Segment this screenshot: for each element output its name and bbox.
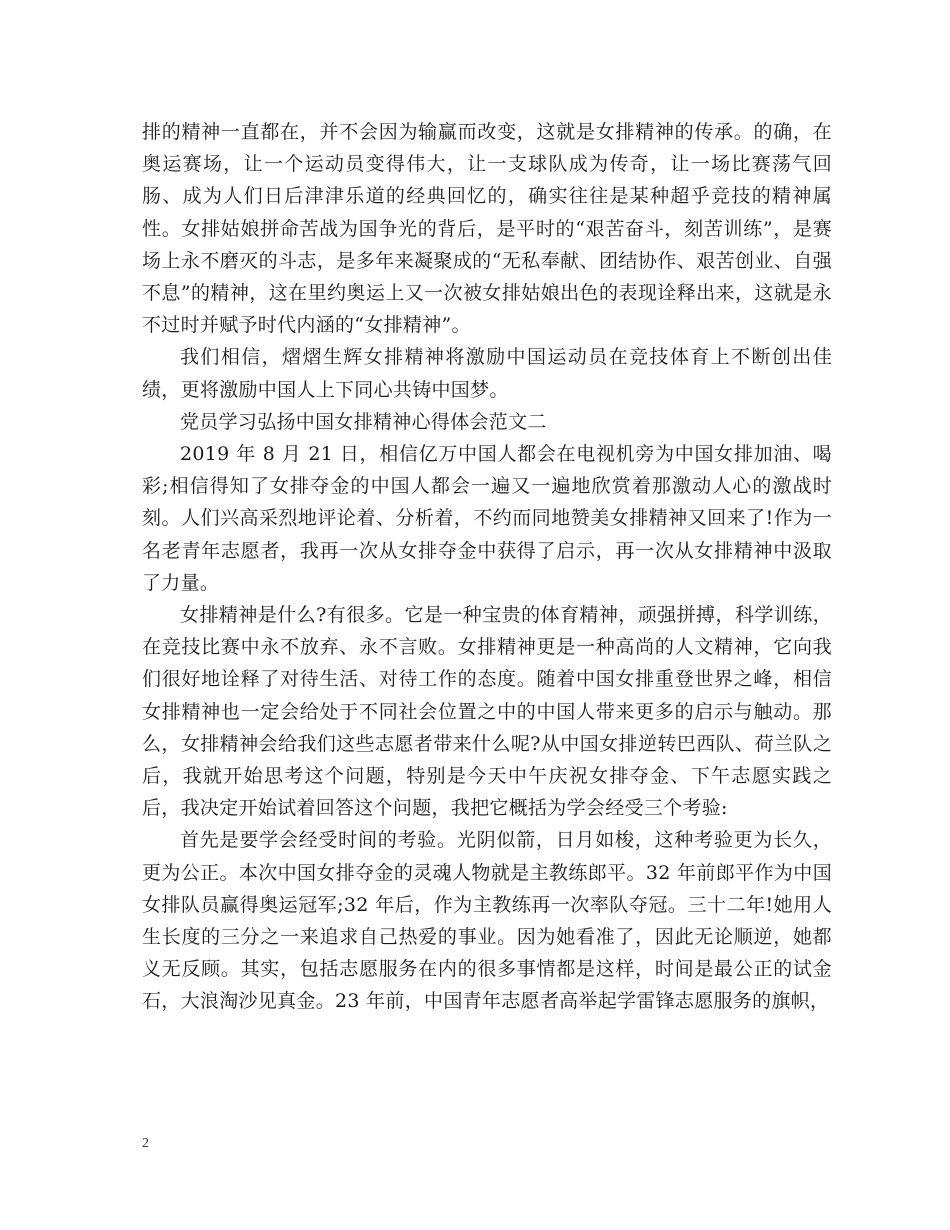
- paragraph-3: 2019 年 8 月 21 日，相信亿万中国人都会在电视机旁为中国女排加油、喝彩;相信得知了女排夺金的中国人都会一遍又一遍地欣赏着那激动人心的激战时刻。人们兴高采烈地评论着、分析着，不约而同地赞美女排精神又回来了!作为一名老青年志愿者，我再一次从女排夺金中获得了启示，再一次从女排精神中汲取了力量。: [142, 443, 832, 594]
- paragraph-5: 首先是要学会经受时间的考验。光阴似箭，日月如梭，这种考验更为长久，更为公正。本次中国女排夺金的灵魂人物就是主教练郎平。32 年前郎平作为中国女排队员赢得奥运冠军;32 年后，作为主教练再一次率队夺冠。三十二年!她用人生长度的三分之一来追求自己热爱的事业。因为她看准了，因此无论顺逆，她都义无反顾。其实，包括志愿服务在内的很多事情都是这样，时间是最公正的试金石，大浪淘沙见真金。23 年前，中国青年志愿者高举起学雷锋志愿服务的旗帜，: [142, 829, 832, 1013]
- paragraph-1: 排的精神一直都在，并不会因为输赢而改变，这就是女排精神的传承。的确，在奥运赛场，让一个运动员变得伟大，让一支球队成为传奇，让一场比赛荡气回肠、成为人们日后津津乐道的经典回忆的，确实往往是某种超乎竞技的精神属性。女排姑娘拼命苦战为国争光的背后，是平时的“艰苦奋斗，刻苦训练”，是赛场上永不磨灭的斗志，是多年来凝聚成的“无私奉献、团结协作、艰苦创业、自强不息”的精神，这在里约奥运上又一次被女排姑娘出色的表现诠释出来，这就是永不过时并赋予时代内涵的“女排精神”。: [142, 121, 832, 337]
- paragraph-4: 女排精神是什么?有很多。它是一种宝贵的体育精神，顽强拼搏，科学训练，在竞技比赛中永不放弃、永不言败。女排精神更是一种高尚的人文精神，它向我们很好地诠释了对待生活、对待工作的态度。随着中国女排重登世界之峰，相信女排精神也一定会给处于不同社会位置之中的中国人带来更多的启示与触动。那么，女排精神会给我们这些志愿者带来什么呢?从中国女排逆转巴西队、荷兰队之后，我就开始思考这个问题，特别是今天中午庆祝女排夺金、下午志愿实践之后，我决定开始试着回答这个问题，我把它概括为学会经受三个考验:: [142, 604, 832, 820]
- document-body: [142, 116, 832, 1018]
- paragraph-2: 我们相信，熠熠生辉女排精神将激励中国运动员在竞技体育上不断创出佳绩，更将激励中国人上下同心共铸中国梦。: [142, 346, 832, 401]
- section-heading: 党员学习弘扬中国女排精神心得体会范文二: [180, 410, 547, 433]
- page-number: 2: [142, 1136, 149, 1151]
